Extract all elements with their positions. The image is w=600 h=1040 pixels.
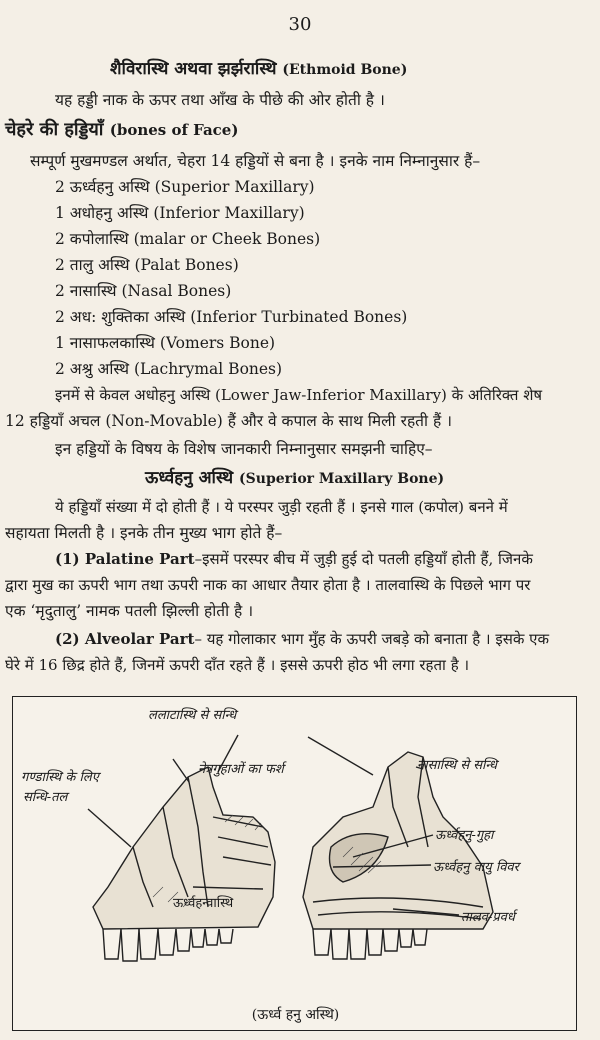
label-palatine-process: तालव-प्रवर्ध (461, 910, 515, 925)
label-maxilla: ऊर्ध्वहन्वास्थि (173, 896, 234, 911)
ethmoid-text: यह हड्डी नाक के ऊपर तथा आँख के पीछे की ओर होती है । (55, 91, 385, 109)
maxillary-title-english: (Superior Maxillary Bone) (239, 471, 445, 487)
paragraph-line: सहायता मिलती है । इनके तीन मुख्य भाग होते हैं– (5, 524, 283, 542)
face-bone-item: 2 तालु अस्थि (Palat Bones) (55, 256, 239, 274)
face-bone-item: 2 नासास्थि (Nasal Bones) (55, 282, 232, 300)
face-bone-item: 2 कपोलास्थि (malar or Cheek Bones) (55, 230, 321, 248)
face-bones-title-hindi: चेहरे की हड्डियाँ (5, 119, 104, 140)
maxillary-heading (145, 467, 444, 490)
face-bones-title-english: (bones of Face) (109, 121, 239, 139)
paragraph-line: इनमें से केवल अधोहनु अस्थि (Lower Jaw-Inferior Maxillary) के अतिरिक्त शेष (55, 386, 543, 404)
alveolar-part-label: (2) Alveolar Part (55, 630, 195, 648)
label-cheek-joint-line1: गण्डास्थि के लिए (21, 770, 99, 785)
label-orbit-floor: नेत्रगुहाओं का फर्श (198, 762, 284, 777)
paragraph-line: घेरे में 16 छिद्र होते हैं, जिनमें ऊपरी दाँत रहते हैं । इससे ऊपरी होठ भी लगा रहता है । (5, 656, 470, 674)
ethmoid-title-english: (Ethmoid Bone) (282, 62, 408, 78)
paragraph-line: एक ‘मृदुतालु’ नामक पतली झिल्ली होती है । (5, 602, 254, 620)
palatine-part-text: –इसमें परस्पर बीच में जुड़ी हुई दो पतली हड्डियाँ होती हैं, जिनके (194, 550, 533, 568)
face-bones-intro: सम्पूर्ण मुखमण्डल अर्थात, चेहरा 14 हड्डियों से बना है । इनके नाम निम्नानुसार हैं– (30, 152, 481, 170)
label-nasal-joint: नासास्थि से सन्धि (417, 758, 498, 773)
label-maxillary-sinus: ऊर्ध्वहनु वायु विवर (433, 860, 519, 875)
page-number: 30 (288, 14, 312, 35)
label-frontal-joint: ललाटास्थि से सन्धि (148, 708, 237, 723)
ethmoid-title-hindi: शैविरास्थि अथवा झर्झरास्थि (110, 59, 277, 79)
maxillary-title-hindi: ऊर्ध्वहनु अस्थि (145, 468, 234, 488)
paragraph-line: द्वारा मुख का ऊपरी भाग तथा ऊपरी नाक का आधार तैयार होता है । तालवास्थि के पिछले भाग पर (5, 576, 531, 594)
palatine-part-label: (1) Palatine Part (55, 550, 195, 568)
figure-caption: (ऊर्ध्व हनु अस्थि) (251, 1007, 340, 1023)
ethmoid-heading (110, 58, 407, 81)
face-bone-item: 2 ऊर्ध्वहनु अस्थि (Superior Maxillary) (55, 178, 315, 196)
paragraph-line: 12 हड्डियाँ अचल (Non-Movable) हैं और वे कपाल के साथ मिली रहती हैं । (5, 412, 452, 430)
face-bone-item: 1 नासाफलकास्थि (Vomers Bone) (55, 334, 276, 352)
face-bone-item: 1 अधोहनु अस्थि (Inferior Maxillary) (55, 204, 305, 222)
paragraph-line: इन हड्डियों के विषय के विशेष जानकारी निम्नानुसार समझनी चाहिए– (55, 440, 433, 458)
face-bone-item: 2 अश्रु अस्थि (Lachrymal Bones) (55, 360, 283, 378)
palatine-part-line (55, 548, 533, 570)
alveolar-part-line (55, 628, 549, 650)
label-maxillary-cavity: ऊर्ध्वहनु-गुहा (435, 828, 494, 843)
label-cheek-joint-line2: सन्धि-तल (23, 790, 68, 805)
face-bones-heading (5, 119, 238, 141)
alveolar-part-text: – यह गोलाकार भाग मुँह के ऊपरी जबड़े को बनाता है । इसके एक (194, 630, 549, 648)
maxilla-figure (12, 696, 577, 1031)
paragraph-line: ये हड्डियाँ संख्या में दो होती हैं । ये परस्पर जुड़ी रहती हैं । इनसे गाल (कपोल) बनने में (55, 498, 508, 516)
face-bone-item: 2 अध: शुक्तिका अस्थि (Inferior Turbinated Bones) (55, 308, 408, 326)
